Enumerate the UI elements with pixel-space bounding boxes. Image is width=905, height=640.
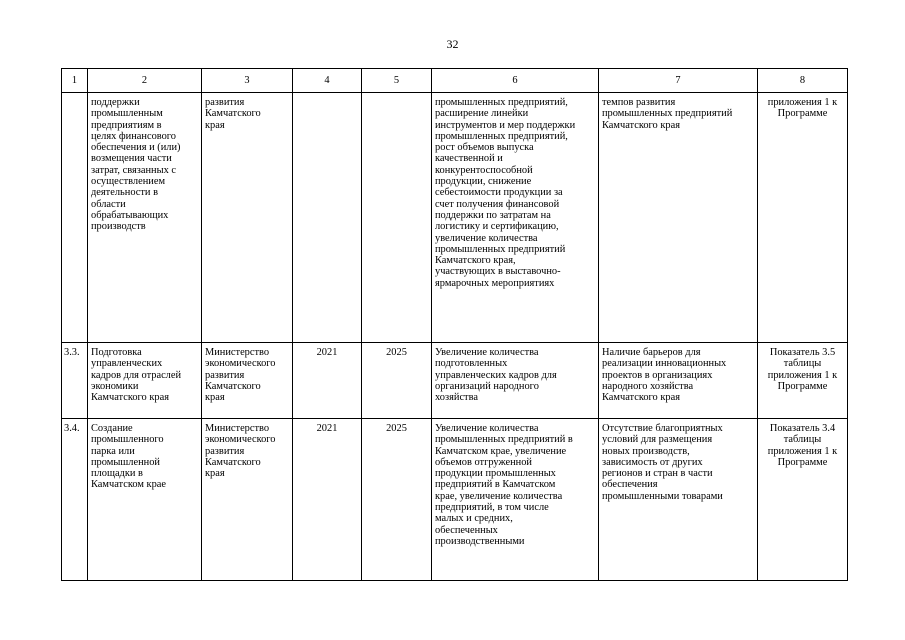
header-col-3: 3 — [202, 69, 293, 93]
header-col-5: 5 — [362, 69, 432, 93]
start-year-text: 2021 — [316, 347, 338, 358]
measure-name-text: Подготовка управленческих кадров для отраслей экономики Камчатского края — [91, 347, 182, 404]
consequences — [599, 343, 758, 419]
header-col-4: 4 — [293, 69, 362, 93]
measure-name — [88, 419, 202, 581]
header-col-2: 2 — [88, 69, 202, 93]
end-year-text: 2025 — [386, 423, 407, 434]
expected-result — [432, 343, 599, 419]
consequences — [599, 93, 758, 343]
start-year — [293, 93, 362, 343]
row-number-text: 3.4. — [64, 423, 80, 434]
header-col-8: 8 — [758, 69, 848, 93]
executor — [202, 343, 293, 419]
table-row — [62, 93, 848, 343]
row-number — [62, 343, 88, 419]
page-number: 32 — [446, 37, 459, 51]
end-year-text: 2025 — [386, 347, 407, 358]
measure-name-text: поддержки промышленным предприятиям в целях финансового обеспечения и (или) возмещения части затрат, связанных с осуществлением деятельности в области обрабатывающих производств — [91, 97, 181, 233]
indicator-link-text: Показатель 3.4 таблицы приложения 1 к Программе — [767, 423, 838, 468]
header-col-6: 6 — [432, 69, 599, 93]
row-number — [62, 93, 88, 343]
start-year — [293, 419, 362, 581]
end-year — [362, 93, 432, 343]
end-year — [362, 343, 432, 419]
table-row — [62, 419, 848, 581]
consequences-text: темпов развития промышленных предприятий Камчатского края — [602, 97, 733, 131]
executor-text: развития Камчатского края — [205, 97, 261, 131]
row-number-text: 3.3. — [64, 347, 80, 358]
executor-text: Министерство экономического развития Камчатского края — [205, 423, 276, 480]
indicator-link-text: Показатель 3.5 таблицы приложения 1 к Программе — [767, 347, 838, 392]
expected-result-text: Увеличение количества промышленных предприятий в Камчатском крае, увеличение объемов отгруженной продукции промышленных предприятий в Камчатском крае, увеличение количества предприятий, в том числе малых и средних, обеспеченных производственными — [435, 423, 573, 547]
executor-text: Министерство экономического развития Камчатского края — [205, 347, 276, 404]
header-row — [62, 69, 848, 93]
expected-result — [432, 93, 599, 343]
start-year-text: 2021 — [316, 423, 338, 434]
expected-result — [432, 419, 599, 581]
indicator-link — [758, 93, 848, 343]
end-year — [362, 419, 432, 581]
row-number — [62, 419, 88, 581]
executor — [202, 93, 293, 343]
indicator-link-text: приложения 1 к Программе — [767, 97, 838, 120]
indicator-link — [758, 419, 848, 581]
indicator-link — [758, 343, 848, 419]
expected-result-text: промышленных предприятий, расширение линейки инструментов и мер поддержки промышленных предприятий, рост объемов выпуска качественной и конкурентоспособной продукции, снижение себестоимости продукции за счет получения финансовой поддержки по затратам на логистику и сертификацию, увеличение количества промышленных предприятий Камчатского края, участвующих в выставочно- ярмарочных мероприятиях — [435, 97, 576, 289]
measure-name — [88, 343, 202, 419]
program-table — [61, 68, 848, 581]
start-year — [293, 343, 362, 419]
consequences-text: Отсутствие благоприятных условий для размещения новых производств, зависимость от других регионов и стран в части обеспечения промышленными товарами — [602, 423, 723, 502]
consequences-text: Наличие барьеров для реализации инновационных проектов в организациях народного хозяйства Камчатского края — [602, 347, 727, 404]
measure-name-text: Создание промышленного парка или промышленной площадки в Камчатском крае — [91, 423, 166, 491]
expected-result-text: Увеличение количества подготовленных управленческих кадров для организаций народного хозяйства — [435, 347, 557, 404]
header-col-7: 7 — [599, 69, 758, 93]
table-row — [62, 343, 848, 419]
measure-name — [88, 93, 202, 343]
header-col-1: 1 — [62, 69, 88, 93]
consequences — [599, 419, 758, 581]
executor — [202, 419, 293, 581]
